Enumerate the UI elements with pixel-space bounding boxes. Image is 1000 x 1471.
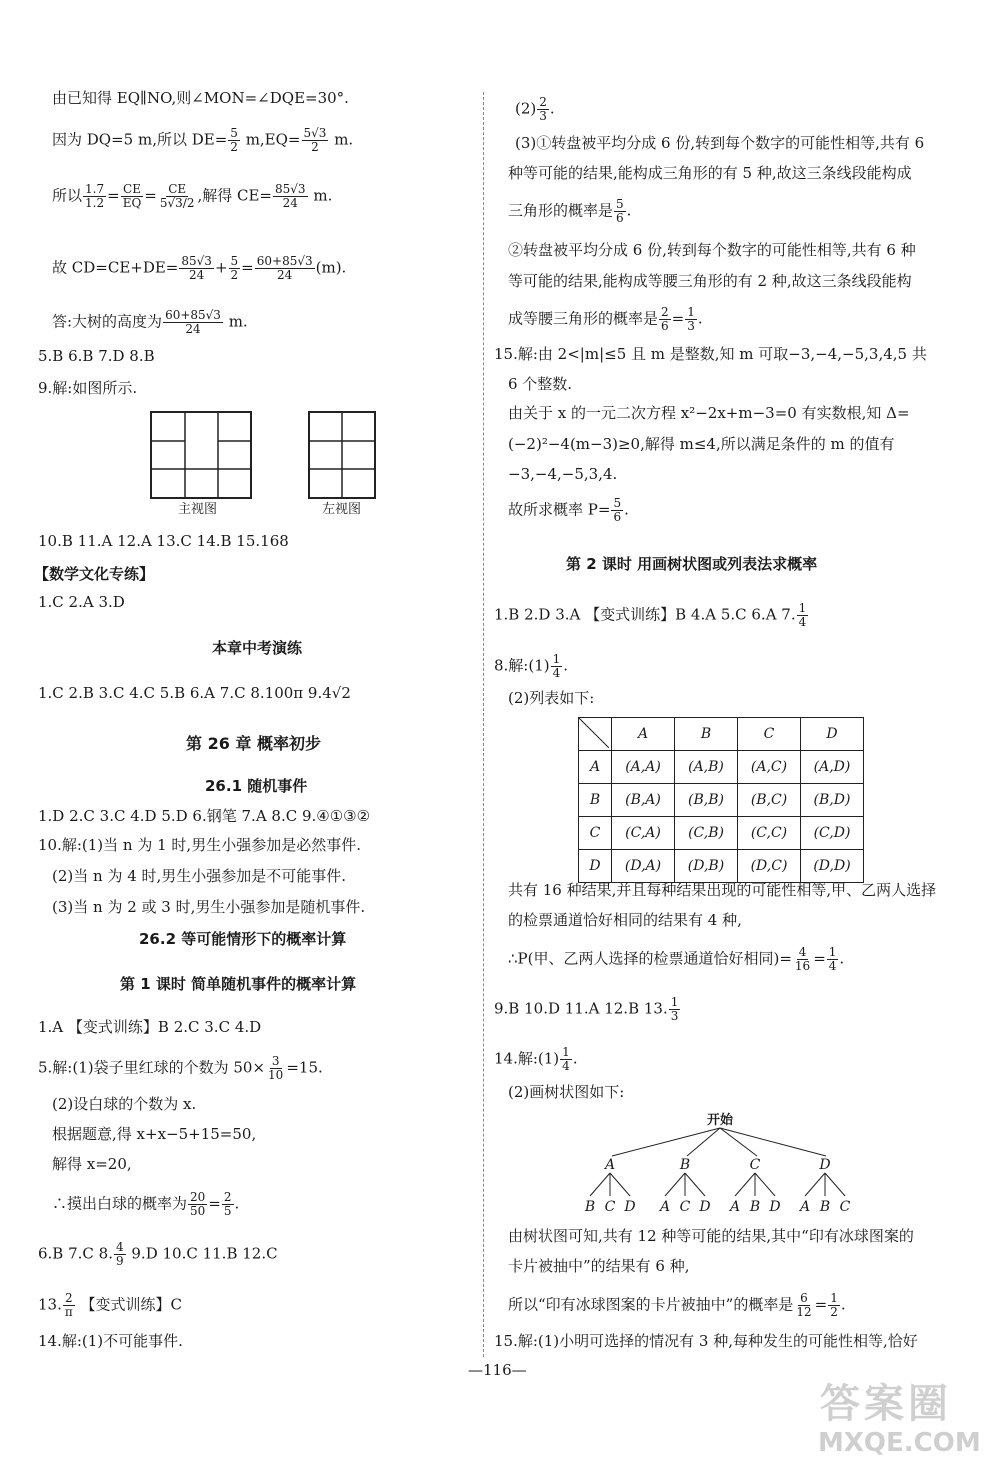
table-cell: (D,C) xyxy=(738,850,801,883)
text-line: 答:大树的高度为 $\frac{60+85√3}{24}$ m. xyxy=(52,308,248,336)
section-heading: 26.2 等可能情形下的概率计算 xyxy=(139,930,347,948)
tree-leaf: D xyxy=(624,1199,636,1215)
section-heading: 26.1 随机事件 xyxy=(205,777,308,795)
answer-line: 9.B 10.D 11.A 12.B 13. $\frac{1}{3}$ xyxy=(494,995,679,1023)
text-line: 所以“印有冰球图案的卡片被抽中”的概率是 $\frac{6}{12}$ = $\frac{1}{2}$ . xyxy=(508,1291,846,1319)
probability-table xyxy=(578,717,864,883)
table-row xyxy=(579,784,864,817)
tree-leaf: A xyxy=(659,1199,671,1215)
answer-line: 1.C 2.B 3.C 4.C 5.B 6.A 7.C 8.100π 9.4√2 xyxy=(38,684,351,702)
tree-leaf: C xyxy=(679,1199,691,1215)
text-line: 成等腰三角形的概率是 $\frac{2}{6}$ = $\frac{1}{3}$ . xyxy=(508,305,703,333)
text-line: (2)列表如下: xyxy=(508,689,595,707)
table-cell: (B,D) xyxy=(801,784,864,817)
text-line: 共有 16 种结果,并且每种结果出现的可能性相等,甲、乙两人选择 xyxy=(508,881,937,899)
answer-line: 1.B 2.D 3.A 【变式训练】B 4.A 5.C 6.A 7. $\frac{1}{4}$ xyxy=(494,601,807,629)
text-line: 10.解:(1)当 n 为 1 时,男生小强参加是必然事件. xyxy=(38,836,361,854)
text-line: 故所求概率 P= $\frac{5}{6}$ . xyxy=(508,496,629,524)
table-header-row xyxy=(579,718,864,751)
tree-leaf: A xyxy=(729,1199,741,1215)
tree-leaf: C xyxy=(604,1199,616,1215)
section-heading: 本章中考演练 xyxy=(212,639,303,657)
text-line: 根据题意,得 x+x−5+15=50, xyxy=(52,1125,257,1143)
answer-line: 1.A 【变式训练】B 2.C 3.C 4.D xyxy=(38,1018,262,1036)
text-line: (3)①转盘被平均分成 6 份,转到每个数字的可能性相等,共有 6 xyxy=(515,134,925,152)
table-row xyxy=(579,751,864,784)
text-line: 5.解:(1)袋子里红球的个数为 50× $\frac{3}{10}$ =15. xyxy=(38,1054,323,1082)
text-line: 由已知得 EQ∥NO,则∠MON=∠DQE=30°. xyxy=(52,89,349,107)
text-line: (3)当 n 为 2 或 3 时,男生小强参加是随机事件. xyxy=(52,898,366,916)
column-header: A xyxy=(612,718,675,751)
table-cell: (A,D) xyxy=(801,751,864,784)
table-row xyxy=(579,850,864,883)
tree-diagram xyxy=(570,1108,870,1218)
tree-node: D xyxy=(819,1157,831,1173)
tree-node: B xyxy=(679,1157,691,1173)
text-line: 种等可能的结果,能构成三角形的有 5 种,故这三条线段能构成 xyxy=(508,164,912,182)
lesson-heading: 第 1 课时 简单随机事件的概率计算 xyxy=(120,975,357,993)
answer-line: 1.D 2.C 3.C 4.D 5.D 6.钢笔 7.A 8.C 9.④①③② xyxy=(38,807,371,825)
table-cell: (A,B) xyxy=(675,751,738,784)
column-divider xyxy=(483,92,484,1357)
text-line: 15.解:由 2<|m|≤5 且 m 是整数,知 m 可取−3,−4,−5,3,4,5 共 xyxy=(494,345,927,363)
row-header: D xyxy=(579,850,612,883)
text-line: 等可能的结果,能构成等腰三角形的有 2 种,故这三条线段能构 xyxy=(508,272,912,290)
table-cell: (B,B) xyxy=(675,784,738,817)
caption: 主视图 xyxy=(178,502,218,517)
left-view-grid xyxy=(308,411,376,499)
text-line: 9.解:如图所示. xyxy=(38,379,138,397)
text-line: ②转盘被平均分成 6 份,转到每个数字的可能性相等,共有 6 种 xyxy=(508,241,916,259)
table-cell: (A,C) xyxy=(738,751,801,784)
answer-line: 5.B 6.B 7.D 8.B xyxy=(38,347,155,365)
text-line: (2)当 n 为 4 时,男生小强参加是不可能事件. xyxy=(52,867,347,885)
row-header: C xyxy=(579,817,612,850)
watermark-logo: 答案圈 xyxy=(820,1381,952,1427)
answer-line: 1.C 2.A 3.D xyxy=(38,593,125,611)
answer-line: 6.B 7.C 8. $\frac{4}{9}$ 9.D 10.C 11.B 12.C xyxy=(38,1240,278,1268)
table-cell: (A,A) xyxy=(612,751,675,784)
front-view-grid xyxy=(150,411,252,499)
text-line: ∴摸出白球的概率为 $\frac{20}{50}$ = $\frac{2}{5}$ . xyxy=(52,1190,240,1218)
tree-leaf: C xyxy=(839,1199,851,1215)
table-cell: (D,D) xyxy=(801,850,864,883)
text-line: 三角形的概率是 $\frac{5}{6}$ . xyxy=(508,197,632,225)
watermark-url: MXQE.COM xyxy=(818,1428,981,1458)
caption: 左视图 xyxy=(322,502,362,517)
text-line: 14.解:(1) $\frac{1}{4}$ . xyxy=(494,1045,578,1073)
text-line: 15.解:(1)小明可选择的情况有 3 种,每种发生的可能性相等,恰好 xyxy=(494,1332,918,1350)
text-line: 因为 DQ=5 m,所以 DE= $\frac{5}{2}$ m,EQ= $\frac{5√3}{2}$ m. xyxy=(52,126,354,154)
table-cell: (C,B) xyxy=(675,817,738,850)
table-cell: (B,A) xyxy=(612,784,675,817)
answer-line: 13. $\frac{2}{\pi}$ 【变式训练】C xyxy=(38,1291,182,1319)
tree-leaf: A xyxy=(799,1199,811,1215)
fraction: $\frac{5√3}{2}$ xyxy=(303,126,327,154)
answer-line: 10.B 11.A 12.A 13.C 14.B 15.168 xyxy=(38,532,289,550)
diagonal-cell xyxy=(579,718,612,751)
text-line: (2)设白球的个数为 x. xyxy=(52,1095,197,1113)
table-cell: (C,D) xyxy=(801,817,864,850)
tree-leaf: B xyxy=(584,1199,596,1215)
text-line: 由树状图可知,共有 12 种等可能的结果,其中“印有冰球图案的 xyxy=(508,1227,914,1245)
text-line: (2)画树状图如下: xyxy=(508,1083,625,1101)
lesson-heading: 第 2 课时 用画树状图或列表法求概率 xyxy=(566,555,818,573)
row-header: A xyxy=(579,751,612,784)
table-cell: (C,A) xyxy=(612,817,675,850)
column-header: B xyxy=(675,718,738,751)
table-cell: (B,C) xyxy=(738,784,801,817)
text-line: 8.解:(1) $\frac{1}{4}$ . xyxy=(494,652,569,680)
tree-node: C xyxy=(749,1157,761,1173)
text-line: 所以 $\frac{1.7}{1.2}$ = $\frac{CE}{EQ}$ = $\frac{CE}{5√3/2}$ ,解得 CE= $\frac{85√3}{24}$ m. xyxy=(52,182,333,210)
table-cell: (D,A) xyxy=(612,850,675,883)
tree-node: A xyxy=(604,1157,616,1173)
text-line: −3,−4,−5,3,4. xyxy=(508,465,618,483)
text-line: 6 个整数. xyxy=(508,375,573,393)
table-cell: (D,B) xyxy=(675,850,738,883)
tree-leaf: D xyxy=(769,1199,781,1215)
table-row xyxy=(579,817,864,850)
column-header: C xyxy=(738,718,801,751)
text-line: 故 CD=CE+DE= $\frac{85√3}{24}$ + $\frac{5}{2}$ = $\frac{60+85√3}{24}$ (m). xyxy=(52,254,347,282)
chapter-heading: 第 26 章 概率初步 xyxy=(186,734,321,753)
text-line: 解得 x=20, xyxy=(52,1155,132,1173)
text-line: ∴P(甲、乙两人选择的检票通道恰好相同)= $\frac{4}{16}$ = $\frac{1}{4}$ . xyxy=(508,945,845,973)
tree-leaf: B xyxy=(819,1199,831,1215)
row-header: B xyxy=(579,784,612,817)
table-cell: (C,C) xyxy=(738,817,801,850)
text-line: 卡片被抽中”的结果有 6 种, xyxy=(508,1257,690,1275)
page-number: —116— xyxy=(468,1361,527,1379)
tree-root: 开始 xyxy=(706,1113,734,1128)
text-line: (−2)²−4(m−3)≥0,解得 m≤4,所以满足条件的 m 的值有 xyxy=(508,435,895,453)
text-line: 的检票通道恰好相同的结果有 4 种, xyxy=(508,911,742,929)
fraction: $\frac{5}{2}$ xyxy=(230,126,238,154)
section-label: 【数学文化专练】 xyxy=(34,565,155,583)
column-header: D xyxy=(801,718,864,751)
text-line: (2) $\frac{2}{3}$ . xyxy=(515,95,555,123)
text-line: 由关于 x 的一元二次方程 x²−2x+m−3=0 有实数根,知 Δ= xyxy=(508,404,910,422)
tree-leaf: D xyxy=(699,1199,711,1215)
text-line: 14.解:(1)不可能事件. xyxy=(38,1332,183,1350)
tree-leaf: B xyxy=(749,1199,761,1215)
